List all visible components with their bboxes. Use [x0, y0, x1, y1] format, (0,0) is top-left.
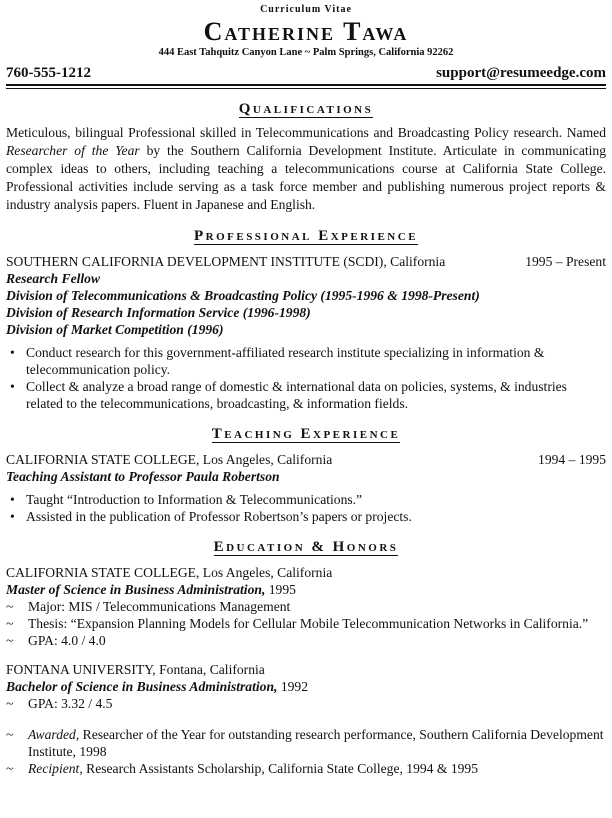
- contact-row: [6, 64, 606, 82]
- experience-heading: Professional Experience: [193, 228, 419, 244]
- email: support@resumeedge.com: [436, 65, 606, 81]
- teaching-heading: Teaching Experience: [211, 426, 401, 442]
- document-subtitle: Curriculum Vitae: [260, 4, 352, 15]
- qualifications-text: Meticulous, bilingual Professional skilled in Telecommunications and Broadcasting Policy research. Named Researcher of the Year by the Southern California Development Institute. Articulate in communicating complex ideas to others, including teaching a telecommunications course at California State College. Professional activities include serving as a task force member and publishing numerous project reports & industry analysis papers. Fluent in Japanese and English.: [6, 125, 606, 212]
- employment-dates: 1994 – 1995: [538, 452, 606, 467]
- division: Division of Telecommunications & Broadcasting Policy (1995-1996 & 1998-Present): [6, 288, 480, 303]
- list-item: • Taught “Introduction to Information & Telecommunications.”: [6, 491, 606, 508]
- candidate-name: Catherine Tawa: [203, 17, 409, 46]
- degree: Master of Science in Business Administration, 1995: [6, 582, 296, 597]
- list-item: ~ GPA: 3.32 / 4.5: [6, 695, 606, 712]
- list-item: • Assisted in the publication of Professor Robertson’s papers or projects.: [6, 508, 606, 525]
- teaching-entry: [6, 451, 606, 525]
- division: Division of Market Competition (1996): [6, 322, 224, 337]
- qualifications-heading: Qualifications: [238, 101, 374, 117]
- experience-entry: [6, 253, 606, 412]
- division: Division of Research Information Service (1996-1998): [6, 305, 311, 320]
- list-item: ~ Major: MIS / Telecommunications Management: [6, 598, 606, 615]
- job-title: Teaching Assistant to Professor Paula Robertson: [6, 469, 280, 484]
- list-item: • Collect & analyze a broad range of domestic & international data on policies, systems, & industries related to the telecommunications, broadcasting, & information fields.: [6, 378, 606, 412]
- education-entry: [6, 564, 606, 649]
- school: FONTANA UNIVERSITY, Fontana, California: [6, 662, 265, 677]
- list-item: ~ GPA: 4.0 / 4.0: [6, 632, 606, 649]
- list-item: ~ Thesis: “Expansion Planning Models for Cellular Mobile Telecommunication Networks in California.”: [6, 615, 606, 632]
- honor-item: ~ Recipient, Research Assistants Scholarship, California State College, 1994 & 1995: [6, 760, 606, 777]
- header-rule: [6, 84, 606, 89]
- degree: Bachelor of Science in Business Administration, 1992: [6, 679, 309, 694]
- list-item: • Conduct research for this government-affiliated research institute specializing in information & telecommunication policy.: [6, 344, 606, 378]
- job-title: Research Fellow: [6, 271, 101, 286]
- school: CALIFORNIA STATE COLLEGE, Los Angeles, California: [6, 565, 333, 580]
- employment-dates: 1995 – Present: [525, 254, 606, 269]
- employer: CALIFORNIA STATE COLLEGE, Los Angeles, California: [6, 452, 333, 467]
- honor-item: ~ Awarded, Researcher of the Year for outstanding research performance, Southern California Development Institute, 1998: [6, 726, 606, 760]
- phone: 760-555-1212: [6, 65, 91, 81]
- honors-list: [6, 726, 606, 777]
- address: 444 East Tahquitz Canyon Lane ~ Palm Springs, California 92262: [158, 47, 454, 58]
- education-entry: [6, 661, 606, 712]
- employer: SOUTHERN CALIFORNIA DEVELOPMENT INSTITUTE (SCDI), California: [6, 254, 446, 269]
- education-heading: Education & Honors: [213, 539, 399, 555]
